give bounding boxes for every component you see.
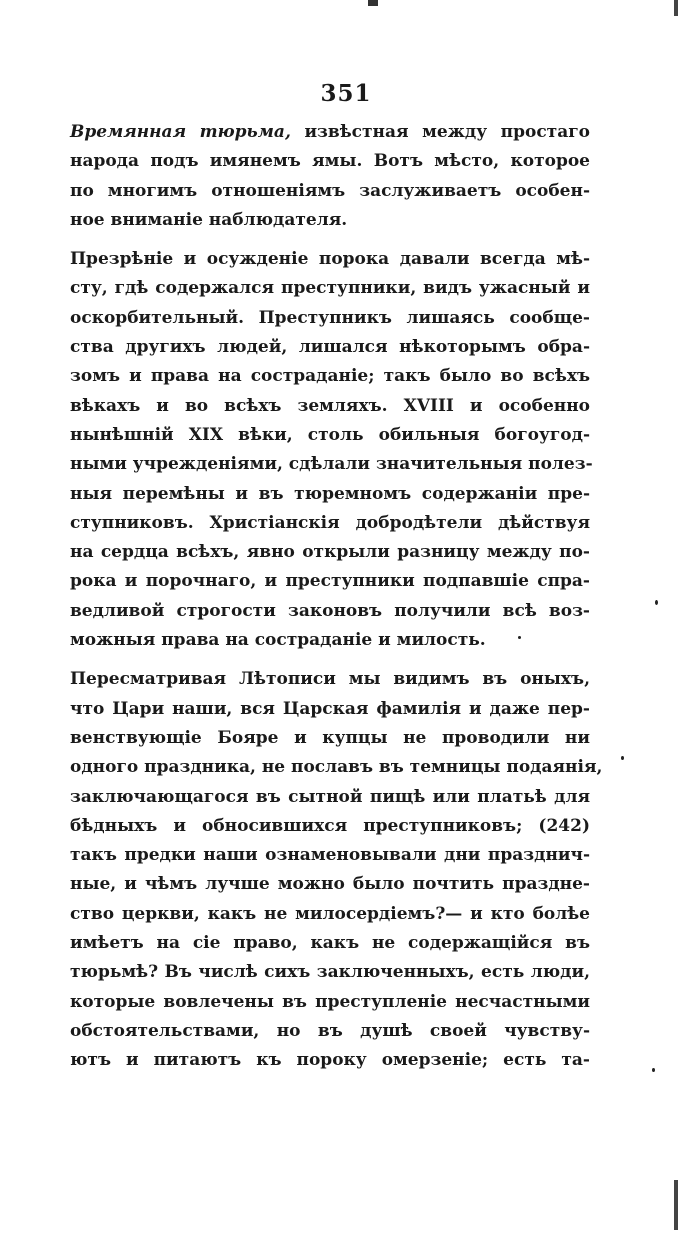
scan-artifact — [368, 0, 378, 6]
text-line: ства другихъ людей, лишался нѣкоторымъ обра- — [70, 337, 590, 358]
text-line: венствующіе Бояре и купцы не проводили ни — [70, 727, 590, 748]
scan-speck — [655, 600, 658, 605]
text-line: такъ предки наши ознаменовывали дни празднич- — [70, 845, 590, 866]
text-line: бѣдныхъ и обносившихся преступниковъ; (242) — [70, 815, 590, 836]
paragraph — [70, 118, 590, 235]
text-line: зомъ и права на состраданіе; такъ было во всѣхъ — [70, 366, 590, 387]
paragraph — [70, 665, 603, 1075]
text-line: ведливой строгости законовъ получили всѣ воз- — [70, 600, 590, 621]
text-line: вѣкахъ и во всѣхъ земляхъ. XVIII и особенно — [70, 395, 590, 416]
body-text — [70, 118, 603, 1076]
text-line: Пересматривая Лѣтописи мы видимъ въ оныхъ, — [70, 669, 590, 690]
scan-speck — [621, 756, 624, 760]
text-line: рока и порочнаго, и преступники подпавшіе спра- — [70, 571, 590, 592]
text-line: на сердца всѣхъ, явно открыли разницу между по- — [70, 542, 590, 563]
text-line — [70, 118, 590, 147]
text-line: ступниковъ. Христіанскія добродѣтели дѣйствуя — [70, 512, 590, 533]
text-line: сту, гдѣ содержался преступники, видъ ужасный и — [70, 278, 590, 299]
text-line: нынѣшній XIX вѣки, столь обильныя богоугод- — [70, 424, 590, 445]
text-line: народа подъ имянемъ ямы. Вотъ мѣсто, которое — [70, 151, 590, 172]
text-line: заключающагося въ сытной пищѣ или платьѣ для — [70, 786, 590, 807]
scan-speck — [518, 636, 521, 639]
line-text: извѣстная между простаго — [290, 122, 590, 142]
scan-speck — [652, 1068, 655, 1072]
text-line: ными учрежденіями, сдѣлали значительныя полез- — [70, 454, 593, 475]
scan-edge-mark — [674, 0, 678, 16]
paragraph — [70, 245, 593, 655]
text-line: что Цари наши, вся Царская фамилія и даже пер- — [70, 698, 590, 719]
text-line: можныя права на состраданіе и милость. — [70, 630, 486, 651]
text-line: ное вниманіе наблюдателя. — [70, 209, 348, 230]
text-line: оскорбительный. Преступникъ лишаясь сообще- — [70, 307, 590, 328]
text-line: по многимъ отношеніямъ заслуживаетъ особен- — [70, 180, 590, 201]
text-line: ство церкви, какъ не милосердіемъ?— и кто болѣе — [70, 903, 590, 924]
text-line: тюрьмѣ? Въ числѣ сихъ заключенныхъ, есть люди, — [70, 962, 590, 983]
scan-edge-mark — [674, 1180, 678, 1230]
text-line: Презрѣніе и осужденіе порока давали всегда мѣ- — [70, 249, 590, 270]
text-line: которые вовлечены въ преступленіе несчастными — [70, 991, 590, 1012]
text-line: обстоятельствами, но въ душѣ своей чувству- — [70, 1020, 590, 1041]
text-line: одного праздника, не пославъ въ темницы подаянія, — [70, 757, 603, 778]
text-line: ютъ и питаютъ къ пороку омерзеніе; есть та- — [70, 1050, 590, 1071]
text-line: ные, и чѣмъ лучше можно было почтить праздне- — [70, 874, 590, 895]
text-line: ныя перемѣны и въ тюремномъ содержаніи пре- — [70, 483, 590, 504]
italic-phrase: Времянная тюрьма, — [70, 122, 291, 142]
page-number: 351 — [320, 80, 372, 107]
text-line: имѣетъ на сіе право, какъ не содержащійся въ — [70, 933, 590, 954]
